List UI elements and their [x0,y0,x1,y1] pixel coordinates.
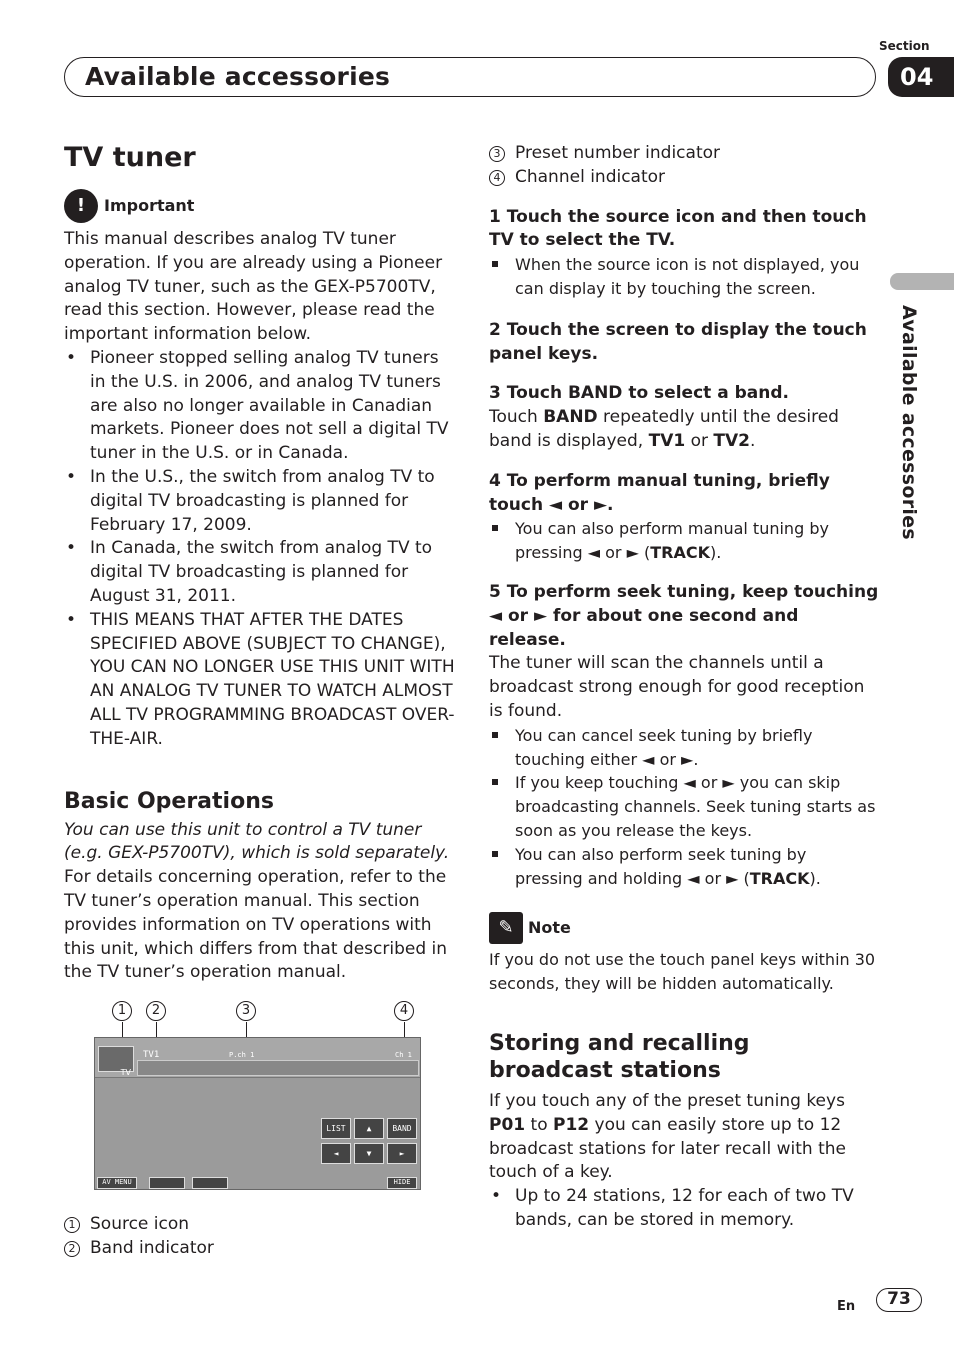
step-5-note-3: You can also perform seek tuning by pressing and holding ◄ or ► (TRACK). [489,843,879,891]
note-label: Note [528,918,571,938]
callout-3: 3 [236,1001,256,1021]
important-heading [64,188,456,224]
list-item [489,142,879,166]
tv-screen-illustration [64,997,456,1217]
storing-text: If you touch any of the preset tuning keys P01 to P12 you can easily store up to 12 broadcast stations for later recall with the touch of a key. [489,1090,846,1183]
step-3: 3 Touch BAND to select a band. [489,383,789,404]
note-text: If you do not use the touch panel keys within 30 seconds, they will be hidden automatically. [489,950,876,994]
list-item: • In the U.S., the switch from analog TV to digital TV broadcasting is planned for February 17, 2009. [64,466,456,537]
step-4-note: You can also perform manual tuning by pressing ◄ or ► (TRACK). [489,517,879,565]
step-5-note-2: If you keep touching ◄ or ► you can skip broadcasting channels. Seek tuning starts as soon as you release the keys. [489,771,879,842]
step-5: 5 To perform seek tuning, keep touching ◄ or ► for about one second and release. [489,581,879,650]
left-column [64,140,456,1261]
source-icon: TV [98,1046,134,1072]
list-item: • THIS MEANS THAT AFTER THE DATES SPECIFIED ABOVE (SUBJECT TO CHANGE), YOU CAN NO LONGER USE THIS UNIT WITH AN ANALOG TV TUNER TO WATCH ALMOST ALL TV PROGRAMMING BROADCAST OVER-THE-AIR. [64,609,456,752]
storing-heading: Storing and recalling broadcast stations [489,1030,750,1083]
sub-button [149,1177,185,1189]
page-number: 73 [876,1288,922,1312]
sub-button [192,1177,228,1189]
exclamation-circle-icon: ! [64,189,98,223]
band-indicator: TV1 [143,1050,160,1061]
section-number: 04 [888,57,954,97]
preset-indicator: P.ch 1 [229,1051,255,1060]
pencil-icon: ✎ [489,912,523,944]
list-item: • In Canada, the switch from analog TV to digital TV broadcasting is planned for August 31, 2011. [64,537,456,608]
legend-number: 4 [489,170,505,186]
legend-list-left [64,1213,456,1261]
hide-button: HIDE [387,1177,417,1189]
right-column [489,142,879,1233]
tv-screen [94,1037,421,1190]
step-2: 2 Touch the screen to display the touch panel keys. [489,319,867,364]
list-item [489,166,879,190]
section-label: Section [879,39,930,53]
storing-bullets [489,1185,879,1233]
list-item [64,1237,456,1261]
channel-indicator: Ch 1 [395,1051,412,1060]
basic-operations-heading: Basic Operations [64,788,274,814]
down-button: ▼ [354,1143,384,1164]
left-button: ◄ [321,1143,351,1164]
legend-text: Source icon [90,1214,190,1235]
list-item: • Pioneer stopped selling analog TV tuners in the U.S. in 2006, and analog TV tuners are also no longer available in Canadian markets. Pioneer does not sell a digital TV tuner in the U.S. or in Canada. [64,347,456,466]
legend-number: 1 [64,1217,80,1233]
callout-1: 1 [112,1001,132,1021]
step-1: 1 Touch the source icon and then touch TV to select the TV. [489,206,867,251]
step-1-note: When the source icon is not displayed, you can display it by touching the screen. [489,253,879,301]
legend-text: Preset number indicator [515,143,720,163]
step-4: 4 To perform manual tuning, briefly touch ◄ or ►. [489,470,830,515]
footer-language: En [837,1299,856,1314]
up-button: ▲ [354,1118,384,1139]
section-heading-tv-tuner: TV tuner [64,142,196,173]
important-label: Important [104,196,195,216]
legend-text: Band indicator [90,1237,214,1258]
header-bar [64,57,876,97]
page-title: Available accessories [85,62,391,91]
right-button: ► [387,1143,417,1164]
band-button: BAND [387,1118,417,1139]
side-chapter-label: Available accessories [898,305,920,540]
step-3-text: Touch BAND repeatedly until the desired band is displayed, TV1 or TV2. [489,407,839,451]
callout-4: 4 [394,1001,414,1021]
important-text: This manual describes analog TV tuner operation. If you are already using a Pioneer analog TV tuner, such as the GEX-P5700TV, read this section. However, please read the important information below. [64,229,443,345]
list-item: • Up to 24 stations, 12 for each of two TV bands, can be stored in memory. [489,1185,879,1233]
basic-text: For details concerning operation, refer to the TV tuner’s operation manual. This section provides information on TV operations with this unit, which differs from that described in the TV tuner’s operation manual. [64,867,448,983]
legend-number: 2 [64,1241,80,1257]
note-heading [489,912,879,944]
av-menu-button: AV MENU [97,1177,137,1189]
list-button: LIST [321,1118,351,1139]
legend-text: Channel indicator [515,166,666,187]
side-tab-marker [890,273,954,290]
legend-number: 3 [489,146,505,162]
step-5-text: The tuner will scan the channels until a broadcast strong enough for good reception is found. [489,653,865,721]
step-5-note-1: You can cancel seek tuning by briefly touching either ◄ or ►. [489,724,879,772]
info-bar [137,1060,419,1076]
basic-italic-text: You can use this unit to control a TV tuner (e.g. GEX-P5700TV), which is sold separately. [64,819,450,864]
screen-top-area [95,1038,420,1078]
legend-list-right [489,142,879,190]
important-bullets [64,347,456,752]
callout-2: 2 [146,1001,166,1021]
